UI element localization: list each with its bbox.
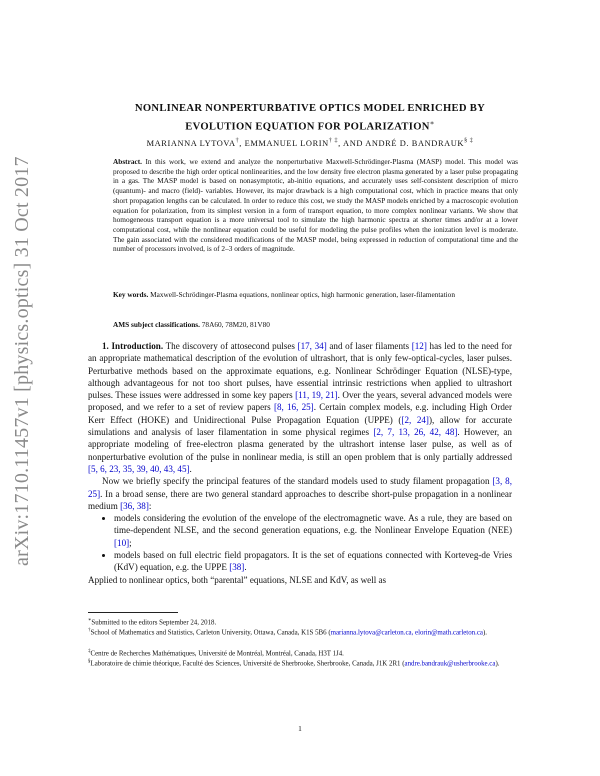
paragraph-text: Now we briefly specify the principal features of the standard models used to study filament propagation	[102, 476, 490, 487]
author-3: ANDRÉ D. BANDRAUK	[365, 138, 465, 148]
citation-link[interactable]: [36, 38]	[120, 500, 149, 511]
intro-text: ), allow for accurate simulations and analysis of laser filamentation in some physical regimes	[88, 414, 512, 438]
author-2-mark: † ‡	[328, 138, 339, 144]
author-list: MARIANNA LYTOVA†, EMMANUEL LORIN† ‡, AND ANDRÉ D. BANDRAUK§ ‡	[146, 138, 474, 148]
footnote-text: Submitted to the editors September 24, 2018.	[91, 619, 217, 627]
abstract-text: In this work, we extend and analyze the nonperturbative Maxwell-Schrödinger-Plasma (MASP) model. This model was proposed to describe the high order optical nonlinearities, and the low density free electron plasma generated by a laser pulse propagating in a gas. The MASP model is based on nonasymptotic, ab-initio equations, and accurately uses self-consistent description of micro (quantum)- and macro (field)- variables. However, its major drawback is a high computational cost, which in practice means that only short propagation lengths can be calculated. In order to reduce this cost, we study the MASP models enriched by a macroscopic evolution equation for polarization, from its simplest version in a form of transport equation, to more complex nonlinear variants. We show that homogeneous transport equation is a more universal tool to simulate the high harmonic spectra at shorter times and/or at a lower computational cost, while the nonlinear equation could be useful for modeling the pulse profiles when the ionization level is moderate. The gain associated with the considered modifications of the MASP model, being expressed in reduction of computational time and the number of processors involved, is of 2–3 orders of magnitude.	[113, 157, 519, 254]
footnote-text: School of Mathematics and Statistics, Carleton University, Ottawa, Canada, K1S 5B6 (	[90, 629, 331, 637]
author-3-mark: § ‡	[464, 138, 474, 144]
list-item	[114, 512, 512, 549]
intro-text: has led to the need for an appropriate mathematical description of the evolution of ultrashort, that is only few-optical-cycles, laser pulses. Perturbative methods based on the approximate equations, e.g. Nonlinear Schrödinger Equation (NLSE)-type, although advantageous for not too short pulses, have essential intrinsic restrictions when applied to ultrashort pulses. These issues were addressed in some key papers	[88, 341, 512, 401]
footnote-text: ).	[482, 629, 487, 637]
paragraph-text: :	[148, 500, 152, 511]
intro-text: and of laser filaments	[329, 341, 410, 351]
citation-link[interactable]: [8, 16, 25]	[273, 402, 314, 413]
abstract	[113, 157, 518, 254]
citation-link[interactable]: [12]	[411, 341, 427, 351]
abstract-label: Abstract.	[113, 157, 142, 166]
footnote-mark: †	[88, 628, 91, 633]
paragraph-text: . In a broad sense, there are two general standard approaches to describe short-pulse propagation in a nonlinear medium	[88, 488, 512, 511]
list-item-text: ;	[129, 537, 132, 548]
citation-link[interactable]: [17, 34]	[297, 341, 327, 351]
author-2: EMMANUEL LORIN	[244, 138, 329, 148]
ams-classification	[113, 320, 518, 329]
title-text: NONLINEAR NONPERTURBATIVE OPTICS MODEL ENRICHED BY EVOLUTION EQUATION FOR POLARIZATION	[134, 103, 486, 133]
body-text	[88, 340, 512, 586]
keywords-text: Maxwell-Schrödinger-Plasma equations, nonlinear optics, high harmonic generation, laser-filamentation	[150, 290, 455, 299]
footnote-mark: ∗	[88, 618, 92, 623]
author-1: MARIANNA LYTOVA	[146, 138, 236, 148]
footnote-text: Laboratoire de chimie théorique, Faculté des Sciences, Université de Sherbrooke, Sherbrooke, Canada, J1K 2R1 (	[90, 660, 405, 668]
intro-text: The discovery of attosecond pulses	[165, 341, 295, 351]
intro-paragraph: 1. Introduction. The discovery of attosecond pulses [17, 34] and of laser filaments [12] has led to the need for an appropriate mathematical description of the evolution of ultrashort, that is only few-optical-cycles, laser pulses. Perturbative methods based on the approximate equations, e.g. Nonlinear Schrödinger Equation (NLSE)-type, although advantageous for not too short pulses, have essential intrinsic restrictions when applied to ultrashort pulses. These issues were addressed in some key papers [11, 19, 21]. Over the years, several advanced models were proposed, and we refer to a set of review papers [8, 16, 25]. Certain complex models, e.g. including High Order Kerr Effect (HOKE) and Unidirectional Pulse Propagation Equation (UPPE) ([2, 24]), allow for accurate simulations and analysis of laser filamentation in some physical regimes [2, 7, 13, 26, 42, 48]. However, an appropriate modeling of free-electron plasma generated by the ultrashort intense laser pulse, as well as of nonperturbative evolution of the pulse in nonlinear media, is still an open problem that is only partially addressed [5, 6, 23, 35, 39, 40, 43, 45].	[88, 341, 512, 474]
footnote-mark: ‡	[88, 649, 91, 654]
keywords	[113, 290, 518, 300]
keywords-label: Key words.	[113, 290, 149, 299]
intro-text: . However, an appropriate modeling of free-electron plasma generated by the ultrashort intense laser pulse, as well as of nonperturbative evolution of the pulse in nonlinear media, is still an open problem that is only partially addressed	[88, 427, 512, 462]
intro-text: .	[189, 463, 192, 474]
list-item	[114, 549, 512, 574]
author-conjunction: AND	[343, 138, 363, 148]
footnote-rule	[88, 612, 178, 613]
approach-list	[88, 512, 512, 573]
citation-link[interactable]: [5, 6, 23, 35, 39, 40, 43, 45]	[88, 463, 190, 474]
page-number: 1	[298, 724, 302, 733]
list-item-text: models based on full electric field propagators. It is the set of equations connected with Korteveg-de Vries (KdV) equation, e.g. the UPPE	[114, 550, 512, 573]
second-paragraph	[88, 475, 512, 512]
closing-line: Applied to nonlinear optics, both “parental” equations, NLSE and KdV, as well as	[88, 574, 387, 585]
list-item-text: .	[244, 562, 247, 573]
list-item-text: models considering the evolution of the envelope of the electromagnetic wave. As a rule, they are based on time-dependent NLSE, and the second generation equations, e.g. the Nonlinear Envelope Equation (NEE)	[114, 513, 512, 536]
ams-codes: 78A60, 78M20, 81V80	[201, 320, 270, 329]
citation-link[interactable]: [2, 24]	[401, 414, 429, 425]
email-link[interactable]: andre.bandrauk@usherbrooke.ca	[404, 660, 496, 668]
author-1-mark: †	[235, 138, 240, 144]
section-heading: 1. Introduction.	[102, 341, 164, 351]
ams-label: AMS subject classifications.	[113, 320, 200, 329]
footnote-2	[88, 627, 512, 638]
citation-link[interactable]: [10]	[114, 537, 130, 548]
citation-link[interactable]: [3, 8, 25]	[88, 476, 512, 499]
footnote-text: Centre de Recherches Mathématiques, Université de Montréal, Montréal, Canada, H3T 1J4.	[90, 650, 344, 658]
citation-link[interactable]: [2, 7, 13, 26, 42, 48]	[373, 427, 458, 438]
intro-text: . Certain complex models, e.g. including High Order Kerr Effect (HOKE) and Unidirectional Pulse Propagation Equation (UPPE)	[88, 402, 512, 425]
paper-title	[100, 102, 520, 135]
footnote-mark: §	[88, 659, 91, 664]
footnote-4	[88, 658, 512, 669]
citation-link[interactable]: [38]	[229, 562, 245, 573]
title-footnote-mark: ∗	[429, 119, 435, 127]
footnote-text: ).	[495, 660, 500, 668]
citation-link[interactable]: [11, 19, 21]	[295, 390, 338, 401]
arxiv-identifier: arXiv:1710.11457v1 [physics.optics] 31 Oct 2017	[11, 156, 33, 566]
email-link[interactable]: marianna.lytova@carleton.ca, elorin@math.carleton.ca	[330, 629, 483, 637]
intro-text: . Over the years, several advanced models were proposed, and we refer to a set of review papers	[88, 390, 512, 413]
